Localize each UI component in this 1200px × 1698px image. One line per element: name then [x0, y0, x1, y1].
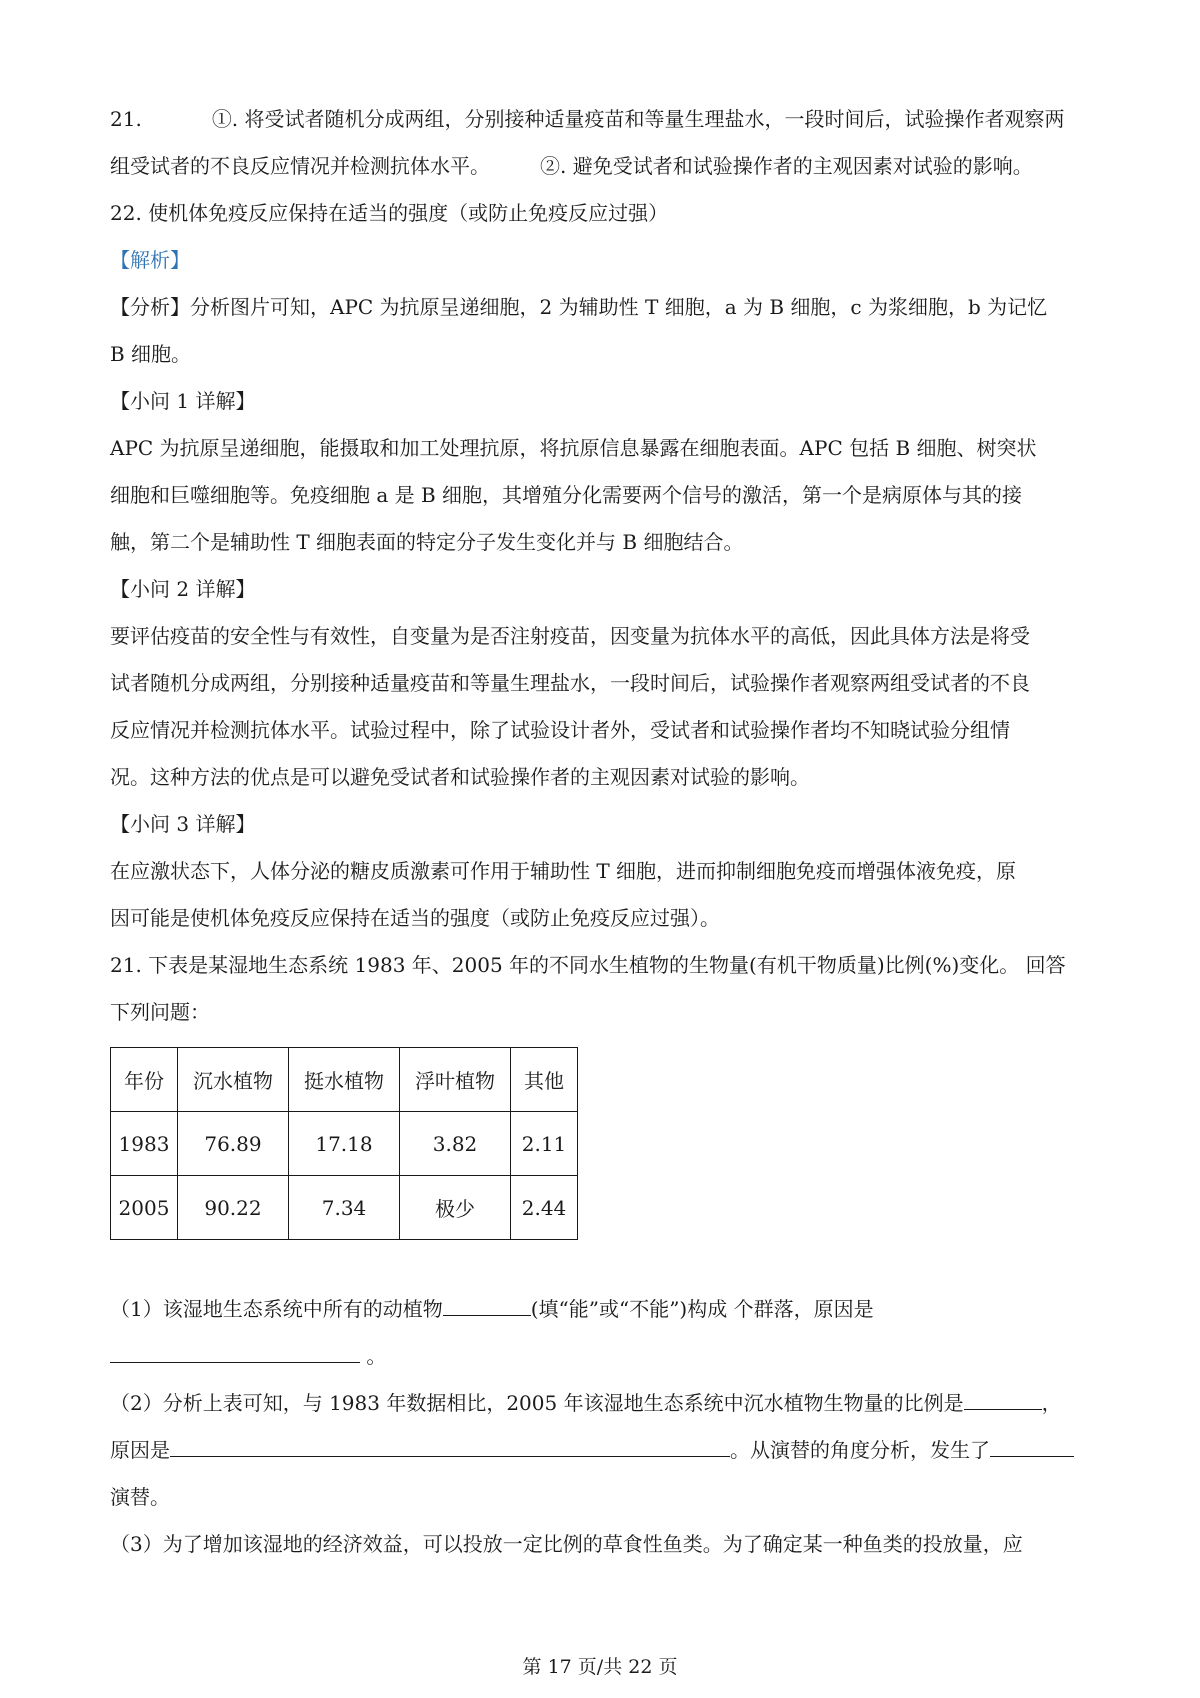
q3-heading: 【小问 3 详解】 — [110, 812, 256, 836]
q1-line: APC 为抗原呈递细胞，能摄取和加工处理抗原，将抗原信息暴露在细胞表面。APC 包括 B 细胞、树突状 — [110, 436, 1037, 460]
answer-21-part2: ②. 避免受试者和试验操作者的主观因素对试验的影响。 — [540, 154, 1033, 178]
subquestion-2-text-a: （2）分析上表可知，与 1983 年数据相比，2005 年该湿地生态系统中沉水植物生物量的比例是 — [110, 1391, 964, 1415]
analysis-fenxi-line1: 【分析】分析图片可知，APC 为抗原呈递细胞，2 为辅助性 T 细胞，a 为 B 细胞，c 为浆细胞，b 为记忆 — [110, 295, 1048, 319]
q2-heading: 【小问 2 详解】 — [110, 577, 256, 601]
table-header-row — [111, 1048, 578, 1112]
table-cell: 2.44 — [511, 1176, 578, 1240]
subquestion-1-line1 — [110, 1295, 1100, 1323]
table-cell: 3.82 — [400, 1112, 511, 1176]
page-number: 第 17 页/共 22 页 — [522, 1656, 678, 1678]
table-cell: 2005 — [111, 1176, 178, 1240]
answer-21-line2 — [110, 152, 1100, 180]
q1-heading: 【小问 1 详解】 — [110, 389, 256, 413]
answer-22: 22. 使机体免疫反应保持在适当的强度（或防止免疫反应过强） — [110, 201, 669, 225]
table-cell: 7.34 — [289, 1176, 400, 1240]
answer-blank — [990, 1438, 1074, 1457]
answer-21-line1 — [110, 105, 1100, 133]
q2-line: 要评估疫苗的安全性与有效性，自变量为是否注射疫苗，因变量为抗体水平的高低，因此具体方法是将受 — [110, 624, 1030, 648]
table-cell: 2.11 — [511, 1112, 578, 1176]
q3-line: 因可能是使机体免疫反应保持在适当的强度（或防止免疫反应过强）。 — [110, 906, 720, 930]
table-header-cell: 年份 — [111, 1048, 178, 1112]
answer-blank — [110, 1344, 360, 1363]
answer-21-part1-end: 组受试者的不良反应情况并检测抗体水平。 — [110, 154, 490, 178]
q2-line: 反应情况并检测抗体水平。试验过程中，除了试验设计者外，受试者和试验操作者均不知晓试验分组情 — [110, 718, 1010, 742]
biomass-table — [110, 1047, 578, 1240]
table-cell: 90.22 — [178, 1176, 289, 1240]
subquestion-2-text-c: 原因是 — [110, 1438, 170, 1462]
q2-line: 试者随机分成两组，分别接种适量疫苗和等量生理盐水，一段时间后，试验操作者观察两组受试者的不良 — [110, 671, 1030, 695]
analysis-fenxi-line2: B 细胞。 — [110, 342, 192, 366]
answer-21-part1: ①. 将受试者随机分成两组，分别接种适量疫苗和等量生理盐水，一段时间后，试验操作者观察两 — [211, 107, 1065, 131]
question21-stem-line1: 21. 下表是某湿地生态系统 1983 年、2005 年的不同水生植物的生物量(有机干物质量)比例(%)变化。 回答 — [110, 953, 1066, 977]
subquestion-2-text-b: ， — [1041, 1391, 1062, 1415]
subquestion-1-end: 。 — [360, 1344, 387, 1368]
table-cell: 1983 — [111, 1112, 178, 1176]
table-cell: 极少 — [400, 1176, 511, 1240]
answer-blank — [964, 1391, 1042, 1410]
table-cell: 76.89 — [178, 1112, 289, 1176]
question21-stem-line2: 下列问题： — [110, 1000, 210, 1024]
analysis-label: 【解析】 — [110, 248, 190, 272]
q1-line: 细胞和巨噬细胞等。免疫细胞 a 是 B 细胞，其增殖分化需要两个信号的激活，第一个是病原体与其的接 — [110, 483, 1023, 507]
table-header-cell: 沉水植物 — [178, 1048, 289, 1112]
q3-line: 在应激状态下，人体分泌的糖皮质激素可作用于辅助性 T 细胞，进而抑制细胞免疫而增强体液免疫，原 — [110, 859, 1017, 883]
q2-line: 况。这种方法的优点是可以避免受试者和试验操作者的主观因素对试验的影响。 — [110, 765, 810, 789]
answer-blank — [170, 1438, 730, 1457]
subquestion-1-text-b: (填“能”或“不能”)构成 个群落，原因是 — [530, 1297, 874, 1321]
table-header-cell: 挺水植物 — [289, 1048, 400, 1112]
subquestion-3-line1: （3）为了增加该湿地的经济效益，可以投放一定比例的草食性鱼类。为了确定某一种鱼类的投放量，应 — [110, 1532, 1023, 1556]
table-row — [111, 1112, 578, 1176]
table-header-cell: 浮叶植物 — [400, 1048, 511, 1112]
table-row — [111, 1176, 578, 1240]
answer-21-number: 21. — [110, 107, 142, 131]
subquestion-2-text-d: 。从演替的角度分析，发生了 — [730, 1438, 990, 1462]
subquestion-2-line1 — [110, 1389, 1100, 1417]
subquestion-1-text-a: （1）该湿地生态系统中所有的动植物 — [110, 1297, 443, 1321]
table-header-cell: 其他 — [511, 1048, 578, 1112]
subquestion-2-line2 — [110, 1436, 1100, 1464]
subquestion-2-line3: 演替。 — [110, 1485, 170, 1509]
q1-line: 触，第二个是辅助性 T 细胞表面的特定分子发生变化并与 B 细胞结合。 — [110, 530, 744, 554]
table-cell: 17.18 — [289, 1112, 400, 1176]
answer-blank — [443, 1297, 531, 1316]
subquestion-1-line2 — [110, 1342, 1100, 1370]
